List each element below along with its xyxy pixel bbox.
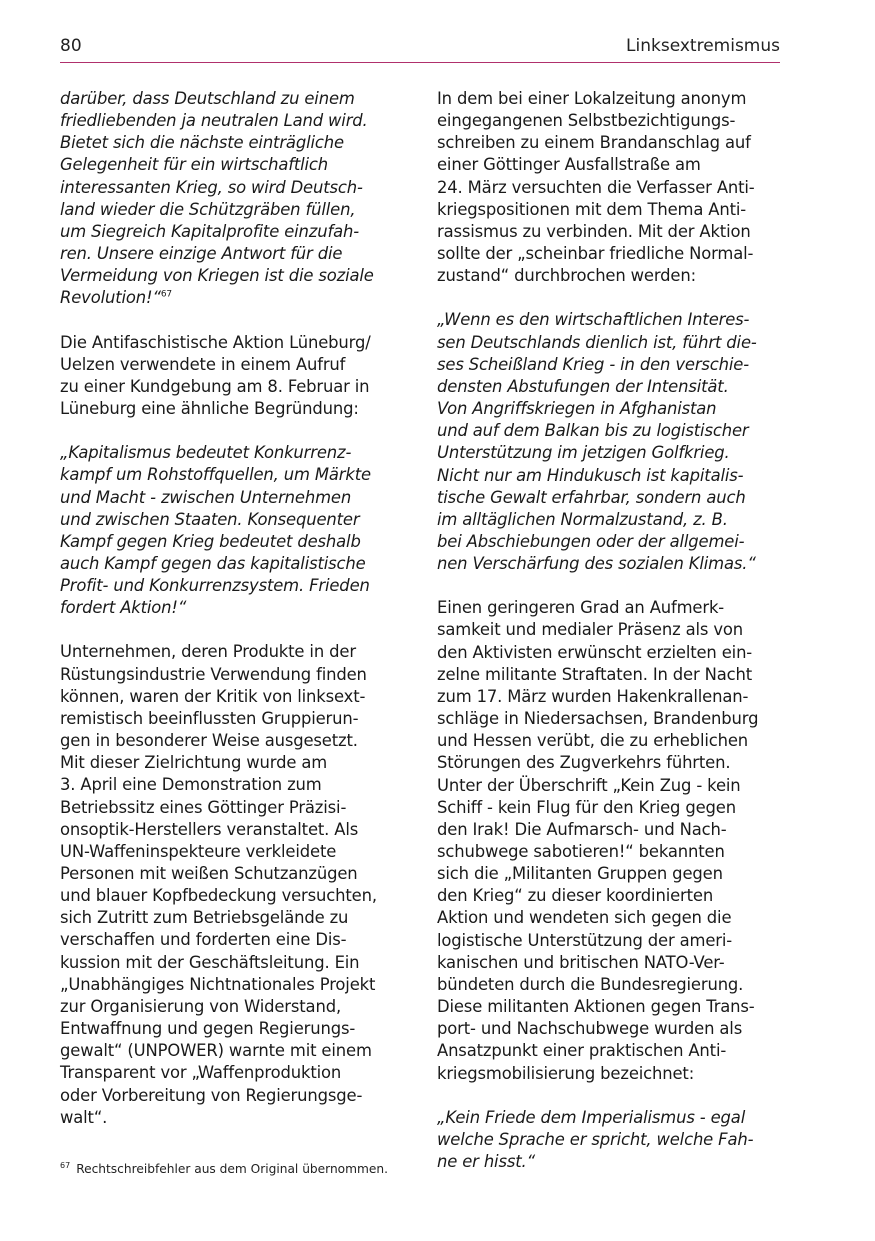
text-line: Die Antifaschistische Aktion Lüneburg/ [60, 332, 371, 352]
text-line: und Hessen verübt, die zu erheblichen [437, 731, 749, 751]
text-line: können, waren der Kritik von linksext- [60, 686, 366, 706]
text-line: gewalt“ (UNPOWER) warnte mit einem [60, 1041, 372, 1061]
text-line: friedliebenden ja neutralen Land wird. [60, 111, 368, 131]
text-line: walt“. [60, 1107, 108, 1127]
text-line: Ansatzpunkt einer praktischen Anti- [437, 1041, 727, 1061]
text-line: interessanten Krieg, so wird Deutsch- [60, 177, 363, 197]
text-line: ren. Unsere einzige Antwort für die [60, 244, 343, 264]
text-line: kriegspositionen mit dem Thema Anti- [437, 199, 747, 219]
text-line: port- und Nachschubwege wurden als [437, 1019, 743, 1039]
text-line: Schiff - kein Flug für den Krieg gegen [437, 797, 736, 817]
text-line: den Aktivisten erwünscht erzielten ein- [437, 642, 753, 662]
text-line: land wieder die Schützgräben füllen, [60, 199, 356, 219]
text-line: Mit dieser Zielrichtung wurde am [60, 753, 328, 773]
text-line: schreiben zu einem Brandanschlag auf [437, 133, 751, 153]
text-line: darüber, dass Deutschland zu einem [60, 89, 355, 108]
text-line: um Siegreich Kapitalprofite einzufah- [60, 221, 359, 241]
text-line: sich die „Militanten Gruppen gegen [437, 864, 723, 884]
text-line: Vermeidung von Kriegen ist die soziale [60, 266, 374, 286]
text-line: nen Verschärfung des sozialen Klimas.“ [437, 554, 756, 574]
text-line: Rüstungsindustrie Verwendung finden [60, 664, 367, 684]
text-line: logistische Unterstützung der ameri- [437, 930, 733, 950]
body-paragraph [60, 641, 408, 1128]
text-line: und blauer Kopfbedeckung versuchten, [60, 886, 377, 906]
text-line: gen in besonderer Weise ausgesetzt. [60, 731, 358, 751]
text-line: Profit- und Konkurrenzsystem. Frieden [60, 576, 370, 596]
text-line: 3. April eine Demonstration zum [60, 775, 322, 795]
text-line: Betriebssitz eines Göttinger Präzisi- [60, 797, 347, 817]
text-line: welche Sprache er spricht, welche Fah- [437, 1129, 754, 1149]
text-line: rassismus zu verbinden. Mit der Aktion [437, 221, 751, 241]
text-line: im alltäglichen Normalzustand, z. B. [437, 509, 728, 529]
text-line: zelne militante Straftaten. In der Nacht [437, 664, 753, 684]
page-header [60, 34, 780, 63]
right-column [437, 88, 785, 1195]
text-line: kampf um Rohstoffquellen, um Märkte [60, 465, 371, 485]
text-line: UN-Waffeninspekteure verkleidete [60, 841, 337, 861]
body-paragraph [60, 332, 408, 421]
quote-block [437, 309, 785, 575]
text-line: Transparent vor „Waffenproduktion [60, 1063, 342, 1083]
text-line: samkeit und medialer Präsenz als von [437, 620, 744, 640]
text-line: 24. März versuchten die Verfasser Anti- [437, 177, 755, 197]
text-line: auch Kampf gegen das kapitalistische [60, 553, 366, 573]
page-number: 80 [60, 36, 82, 56]
text-line: In dem bei einer Lokalzeitung anonym [437, 89, 747, 108]
text-line: ses Scheißland Krieg - in den verschie- [437, 354, 750, 374]
text-line: und auf dem Balkan bis zu logistischer [437, 421, 749, 441]
text-line: Diese militanten Aktionen gegen Trans- [437, 997, 755, 1017]
text-line: Gelegenheit für ein wirtschaftlich [60, 155, 329, 175]
text-line: zur Organisierung von Widerstand, [60, 996, 342, 1016]
text-line: zum 17. März wurden Hakenkrallenan- [437, 686, 749, 706]
text-line: verschaffen und forderten eine Dis- [60, 930, 347, 950]
text-line: Personen mit weißen Schutzanzügen [60, 864, 358, 883]
footnote [60, 1158, 408, 1177]
text-line: schläge in Niedersachsen, Brandenburg [437, 709, 759, 729]
text-line: Nicht nur am Hindukusch ist kapitalis- [437, 465, 744, 485]
text-line: kanischen und britischen NATO-Ver- [437, 952, 725, 972]
text-line: tische Gewalt erfahrbar, sondern auch [437, 487, 746, 507]
text-line: Aktion und wendeten sich gegen die [437, 908, 732, 928]
text-line: fordert Aktion!“ [60, 598, 187, 618]
text-line: zu einer Kundgebung am 8. Februar in [60, 376, 370, 396]
text-line: bündeten durch die Bundesregierung. [437, 974, 744, 994]
text-line: Von Angriffskriegen in Afghanistan [437, 399, 717, 419]
text-line: eingegangenen Selbstbezichtigungs- [437, 111, 736, 131]
text-line: Einen geringeren Grad an Aufmerk- [437, 598, 725, 618]
text-line: einer Göttinger Ausfallstraße am [437, 155, 701, 175]
text-line: den Krieg“ zu dieser koordinierten [437, 886, 714, 906]
left-column [60, 88, 408, 1151]
text-line: Uelzen verwendete in einem Aufruf [60, 354, 346, 374]
footnote-text: Rechtschreibfehler aus dem Original übernommen. [76, 1162, 388, 1177]
text-line: remistisch beeinflussten Gruppierun- [60, 708, 359, 728]
body-paragraph [437, 597, 785, 1084]
text-line: oder Vorbereitung von Regierungsge- [60, 1085, 363, 1105]
text-line: onsoptik-Herstellers veranstaltet. Als [60, 819, 359, 839]
text-line: ne er hisst.“ [437, 1152, 535, 1172]
text-line: sich Zutritt zum Betriebsgelände zu [60, 908, 349, 928]
text-line: Unterstützung im jetzigen Golfkrieg. [437, 443, 730, 463]
running-title: Linksextremismus [626, 36, 780, 56]
body-paragraph [437, 88, 785, 287]
text-line: sen Deutschlands dienlich ist, führt die- [437, 332, 757, 352]
text-line: Revolution!“$^{67}$ [60, 288, 172, 308]
text-line: kussion mit der Geschäftsleitung. Ein [60, 952, 360, 972]
text-line: Bietet sich die nächste einträgliche [60, 133, 344, 153]
text-line: den Irak! Die Aufmarsch- und Nach- [437, 819, 727, 839]
text-line: schubwege sabotieren!“ bekannten [437, 842, 725, 861]
text-line: densten Abstufungen der Intensität. [437, 376, 729, 396]
text-line: kriegsmobilisierung bezeichnet: [437, 1063, 695, 1083]
text-line: Entwaffnung und gegen Regierungs- [60, 1019, 356, 1039]
text-line: Kampf gegen Krieg bedeutet deshalb [60, 531, 361, 551]
text-line: und zwischen Staaten. Konsequenter [60, 509, 360, 529]
quote-block [60, 442, 408, 619]
quote-block [437, 1107, 785, 1173]
text-line: „Kein Friede dem Imperialismus - egal [437, 1107, 746, 1127]
text-line: „Kapitalismus bedeutet Konkurrenz- [60, 443, 352, 463]
footnote-number: 67 [60, 1161, 71, 1170]
text-line: Lüneburg eine ähnliche Begründung: [60, 399, 359, 419]
text-line: „Unabhängiges Nichtnationales Projekt [60, 974, 376, 994]
text-line: „Wenn es den wirtschaftlichen Interes- [437, 310, 750, 330]
text-line: Störungen des Zugverkehrs führten. [437, 753, 731, 773]
text-line: bei Abschiebungen oder der allgemei- [437, 531, 745, 551]
quote-block [60, 88, 408, 310]
text-line: sollte der „scheinbar friedliche Normal- [437, 244, 754, 264]
text-line: zustand“ durchbrochen werden: [437, 266, 696, 286]
text-line: Unter der Überschrift „Kein Zug - kein [437, 775, 741, 795]
footnote-reference[interactable]: 67 [160, 289, 172, 300]
text-line: und Macht - zwischen Unternehmen [60, 487, 352, 507]
text-line: Unternehmen, deren Produkte in der [60, 642, 356, 662]
